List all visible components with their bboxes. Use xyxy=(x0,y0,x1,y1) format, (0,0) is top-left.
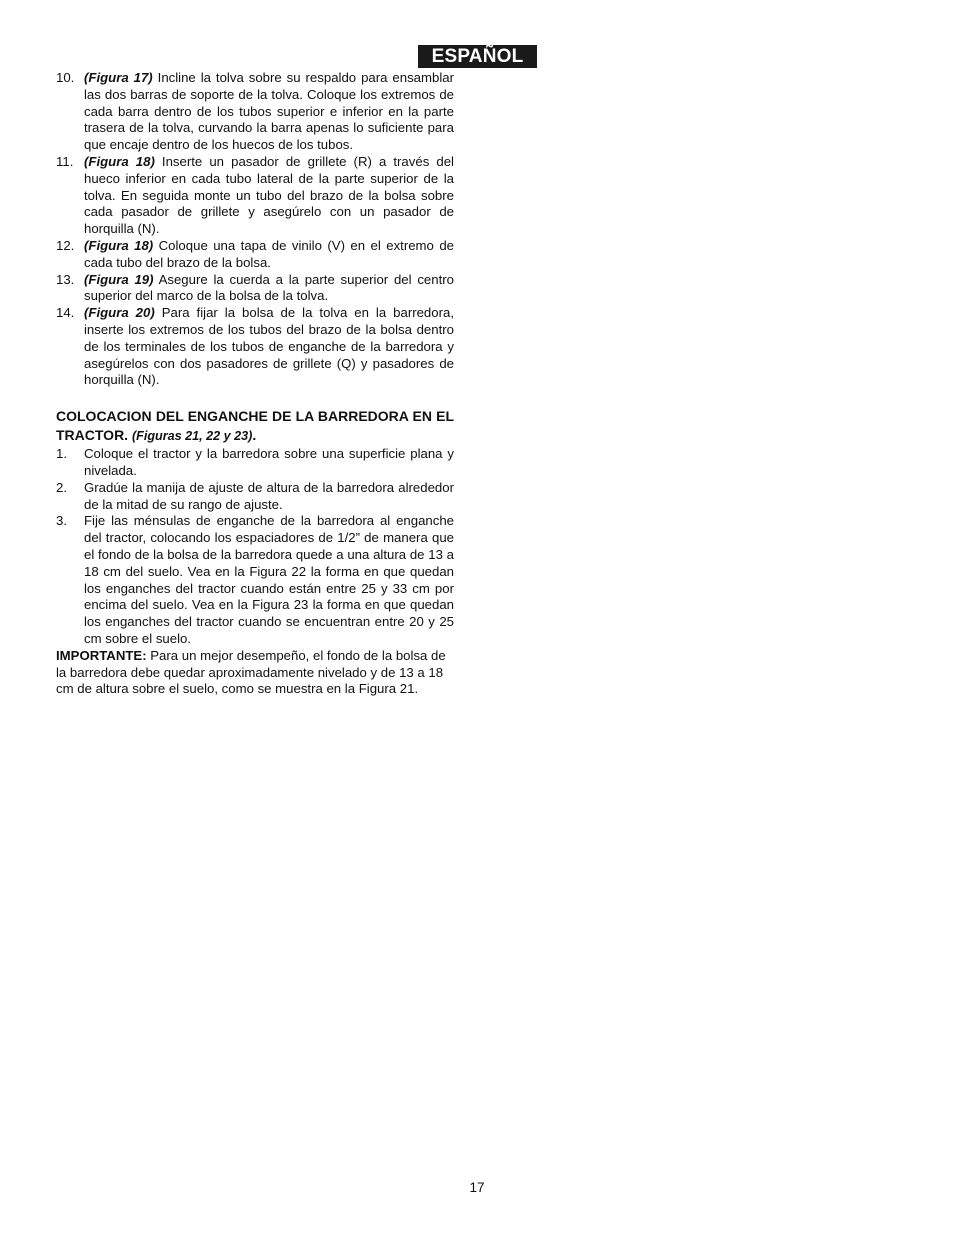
hitch-step-2 xyxy=(56,480,454,514)
step-number: 14. xyxy=(56,305,75,321)
step-text: Asegure la cuerda a la parte superior del centro superior del marco de la bolsa de la tolva. xyxy=(84,271,454,304)
figure-reference: (Figura 18) xyxy=(84,237,154,253)
section-heading xyxy=(56,407,454,446)
step-13 xyxy=(56,272,454,306)
figure-reference: (Figura 17) xyxy=(84,70,153,85)
step-text: Gradúe la manija de ajuste de altura de la barredora alrededor de la mitad de su rango de ajuste. xyxy=(84,479,454,512)
instructions-column xyxy=(56,70,454,698)
step-10 xyxy=(56,70,454,154)
section-figures: (Figuras 21, 22 y 23) xyxy=(131,429,253,444)
step-14 xyxy=(56,305,454,389)
important-label: IMPORTANTE: xyxy=(56,647,147,663)
step-11 xyxy=(56,154,454,238)
important-text: Para un mejor desempeño, el fondo de la bolsa de la barredora debe quedar aproximadamente nivelado y de 13 a 18 cm de altura sobre el suelo, como se muestra en la Figura 21. xyxy=(56,647,446,697)
hitch-step-3 xyxy=(56,513,454,647)
step-number: 12. xyxy=(56,237,75,253)
figure-reference: (Figura 18) xyxy=(84,153,155,169)
step-number: 13. xyxy=(56,271,75,287)
step-text: Incline la tolva sobre su respaldo para ensamblar las dos barras de soporte de la tolva. Coloque los extremos de cada barra dentro de los tubos superior e inferior en la parte trasera de la tolva, curvando la barra apenas lo suficiente para que encaje dentro de los huecos de los tubos. xyxy=(84,70,454,153)
figure-reference: (Figura 20) xyxy=(84,305,155,321)
step-text: Coloque el tractor y la barredora sobre una superficie plana y nivelada. xyxy=(84,446,454,478)
hitch-step-1 xyxy=(56,446,454,480)
step-number: 3. xyxy=(56,513,67,529)
section-period: . xyxy=(252,427,257,444)
step-number: 2. xyxy=(56,479,67,495)
step-text: Fije las ménsulas de enganche de la barredora al enganche del tractor, colocando los espaciadores de 1/2” de manera que el fondo de la bolsa de la barredora quede a una altura de 13 a 18 cm del suelo. Vea en la Figura 22 la forma en que quedan los enganches del tractor cuando están entre 25 y 33 cm por encima del suelo. Vea en la Figura 23 la forma en que quedan los enganches del tractor cuando se encuentran entre 20 y 25 cm sobre el suelo. xyxy=(84,513,454,646)
step-number: 1. xyxy=(56,446,67,462)
step-text: Coloque una tapa de vinilo (V) en el extremo de cada tubo del brazo de la bolsa. xyxy=(84,237,454,270)
step-number: 11. xyxy=(56,153,74,169)
section-title: COLOCACION DEL ENGANCHE DE LA BARREDORA EN EL TRACTOR. xyxy=(56,408,454,444)
step-text: Inserte un pasador de grillete (R) a través del hueco inferior en cada tubo lateral de la parte superior de la tolva. En seguida monte un tubo del brazo de la bolsa sobre cada pasador de grillete y asegúrelo con un pasador de horquilla (N). xyxy=(84,153,454,237)
step-text: Para fijar la bolsa de la tolva en la barredora, inserte los extremos de los tubos del brazo de la bolsa dentro de los terminales de los tubos de enganche de la barredora y asegúrelos con dos pasadores de grillete (Q) y pasadores de horquilla (N). xyxy=(84,305,454,388)
figure-reference: (Figura 19) xyxy=(84,271,154,287)
step-12 xyxy=(56,238,454,272)
step-number: 10. xyxy=(56,70,75,85)
language-badge: ESPAÑOL xyxy=(418,45,537,68)
important-note xyxy=(56,648,454,698)
page-number: 17 xyxy=(469,1180,485,1195)
